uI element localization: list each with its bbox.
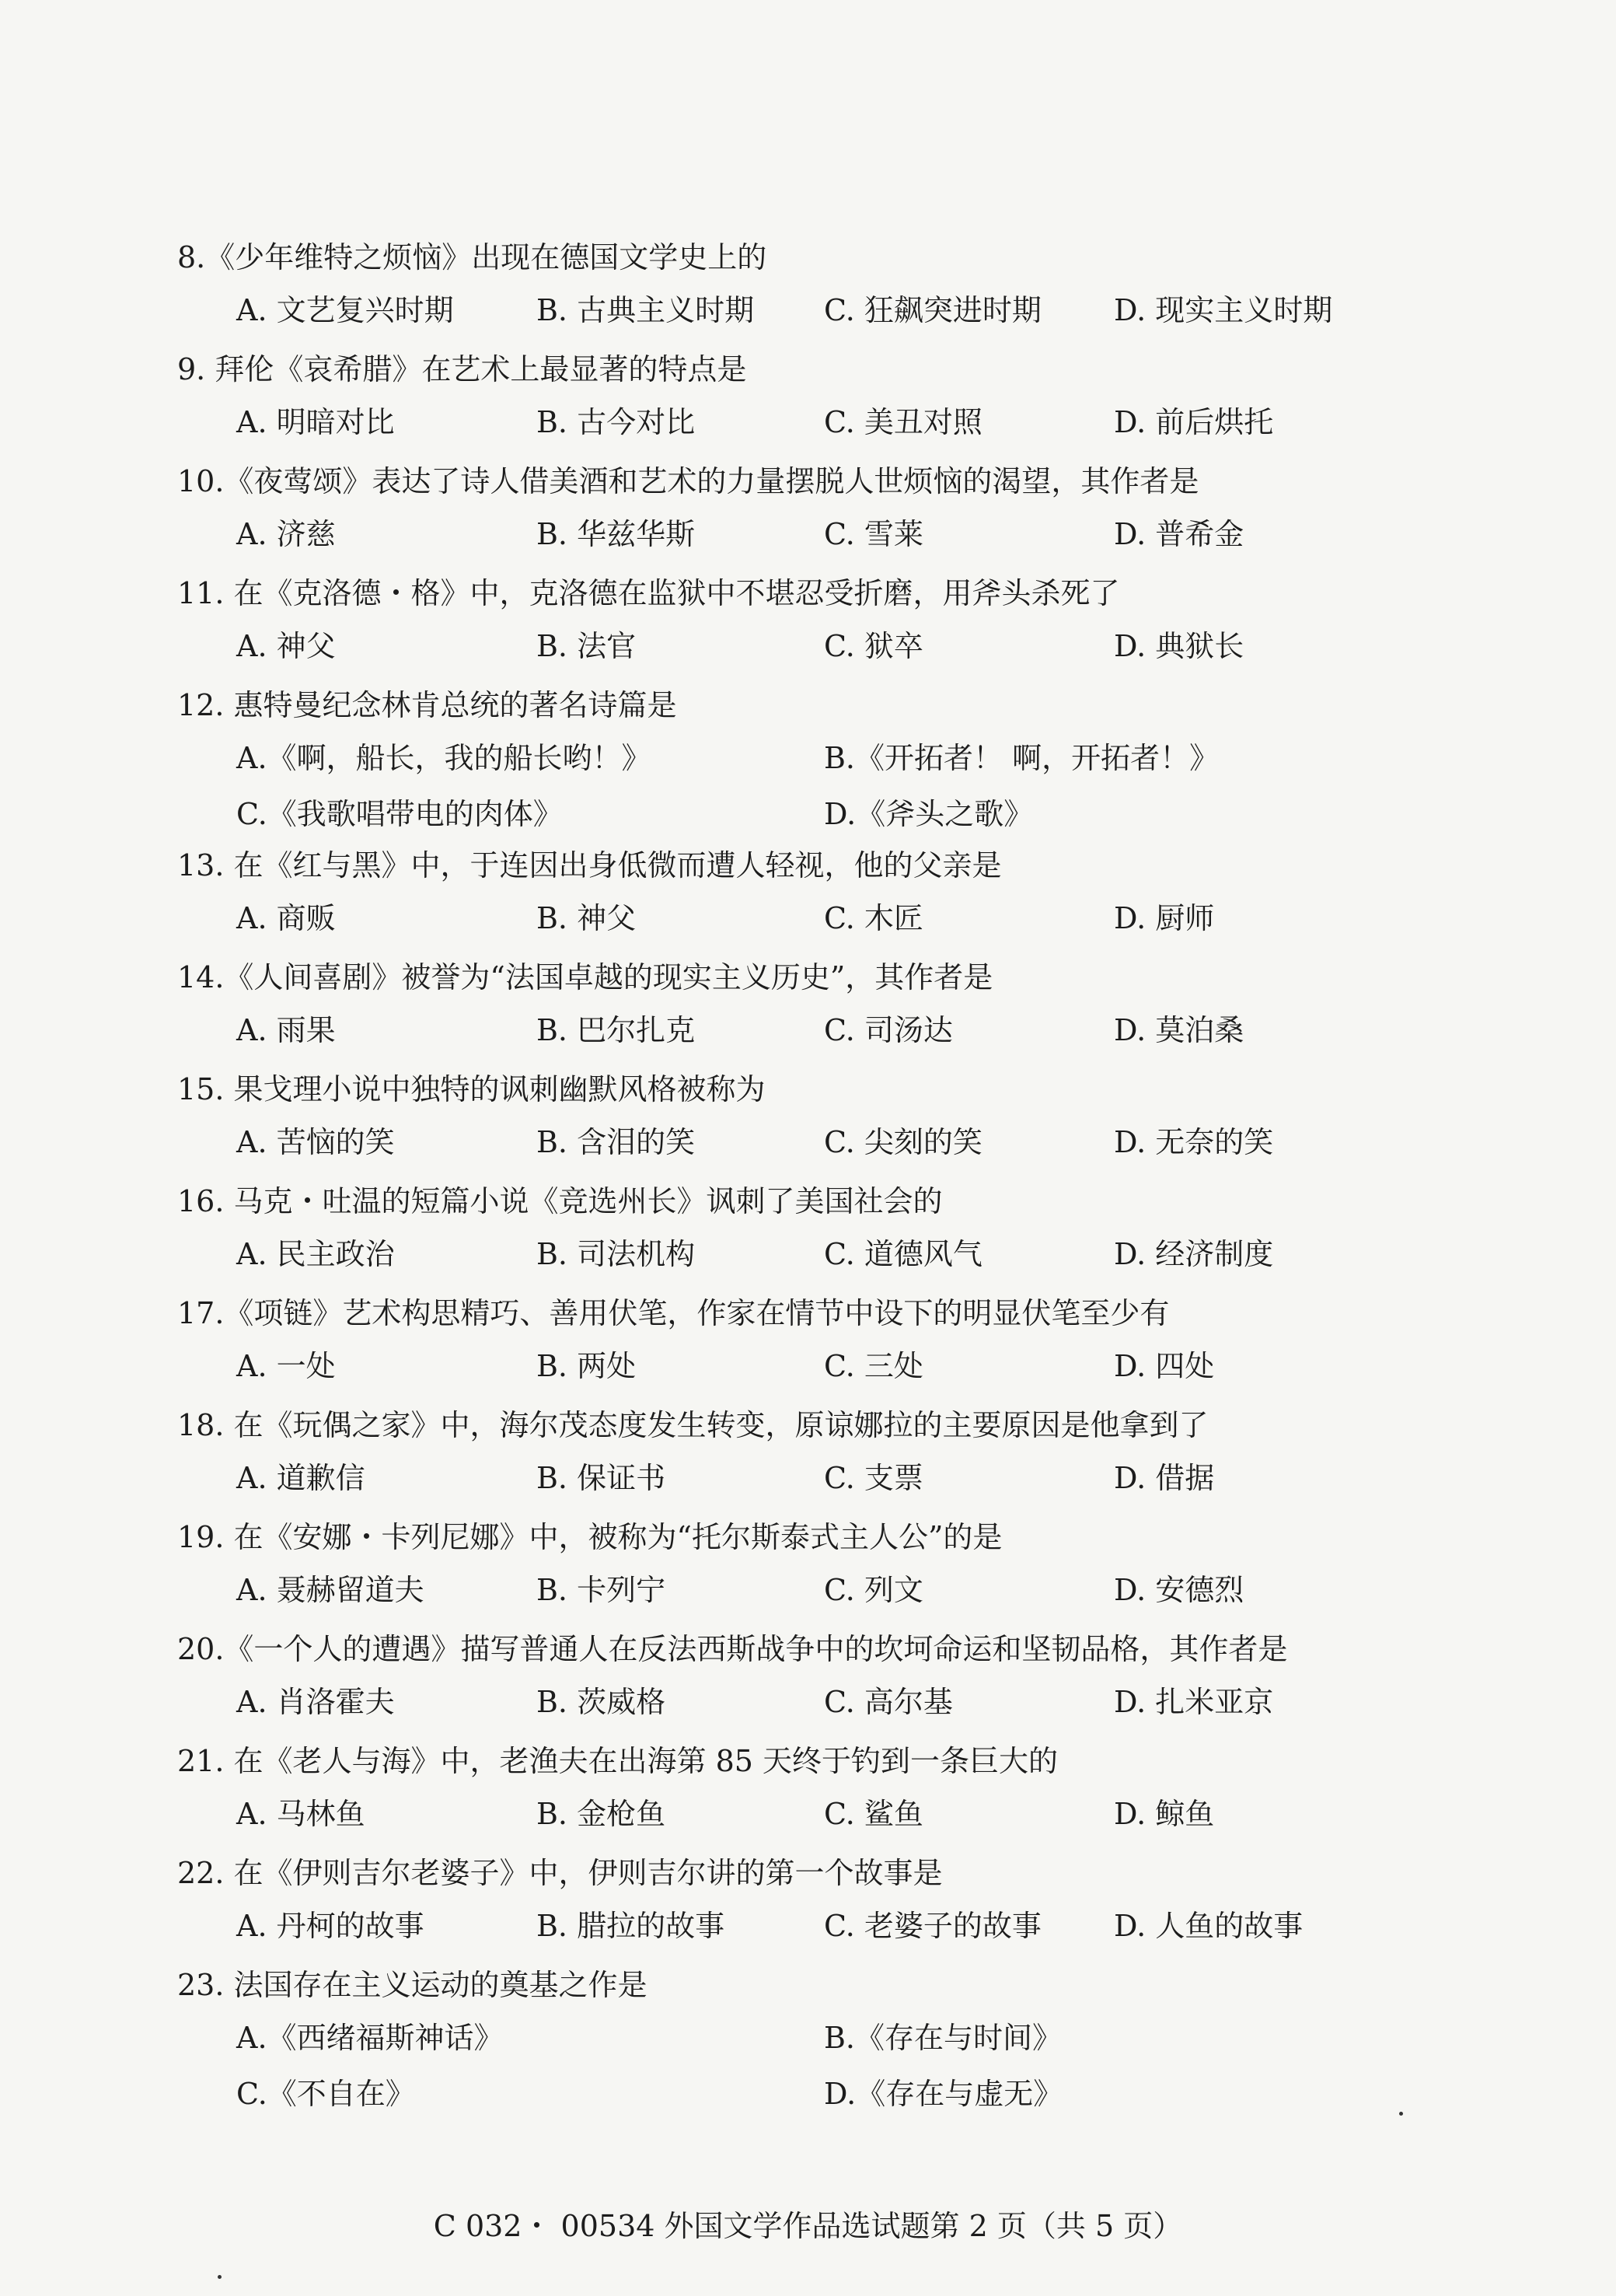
option-row: [177, 2009, 1436, 2065]
option-c: C. 道德风气: [824, 1237, 983, 1271]
question-stem: 12. 惠特曼纪念林肯总统的著名诗篇是: [177, 688, 677, 722]
question-stem: 9. 拜伦《哀希腊》在艺术上最显著的特点是: [177, 352, 747, 386]
option-c: C. 三处: [824, 1349, 923, 1383]
option-row: [177, 1785, 1436, 1849]
question-stem: 16. 马克・吐温的短篇小说《竞选州长》讽刺了美国社会的: [177, 1184, 943, 1218]
question-8: [177, 233, 1436, 345]
option-c: C. 高尔基: [824, 1685, 953, 1719]
option-a: A. 文艺复兴时期: [236, 293, 454, 327]
question-21: [177, 1737, 1436, 1849]
question-stem: 10.《夜莺颂》表达了诗人借美酒和艺术的力量摆脱人世烦恼的渴望，其作者是: [177, 464, 1199, 498]
option-c: C. 木匠: [824, 901, 923, 935]
speck: [1399, 2112, 1403, 2116]
option-row: [177, 785, 1436, 841]
option-row: [177, 1113, 1436, 1177]
option-d: D. 安德烈: [1114, 1573, 1244, 1607]
question-stem: 18. 在《玩偶之家》中，海尔茂态度发生转变，原谅娜拉的主要原因是他拿到了: [177, 1408, 1209, 1442]
option-b: B. 古今对比: [536, 405, 696, 439]
option-a: A.《西绪福斯神话》: [236, 2021, 504, 2055]
speck: [218, 2275, 222, 2279]
option-c: C. 狱卒: [824, 629, 923, 663]
option-c: C. 尖刻的笑: [824, 1125, 983, 1159]
option-row: [177, 617, 1436, 681]
option-a: A. 济慈: [236, 517, 336, 551]
option-b: B. 金枪鱼: [536, 1797, 666, 1831]
option-row: [177, 505, 1436, 569]
option-b: B.《开拓者！ 啊，开拓者！》: [824, 741, 1220, 775]
question-18: [177, 1401, 1436, 1513]
option-row: [177, 281, 1436, 345]
option-a: A. 肖洛霍夫: [236, 1685, 395, 1719]
option-c: C. 雪莱: [824, 517, 923, 551]
option-b: B. 腊拉的故事: [536, 1909, 725, 1943]
option-d: D. 经济制度: [1114, 1237, 1274, 1271]
option-a: A. 马林鱼: [236, 1797, 365, 1831]
option-c: C. 美丑对照: [824, 405, 983, 439]
question-11: [177, 569, 1436, 681]
option-d: D. 四处: [1114, 1349, 1215, 1383]
option-b: B. 巴尔扎克: [536, 1013, 696, 1047]
option-row: [177, 393, 1436, 457]
option-a: A. 民主政治: [236, 1237, 395, 1271]
option-a: A. 神父: [236, 629, 336, 663]
option-d: D. 扎米亚京: [1114, 1685, 1274, 1719]
option-row: [177, 1001, 1436, 1065]
option-c: C.《我歌唱带电的肉体》: [236, 797, 563, 831]
question-9: [177, 345, 1436, 457]
question-list: [177, 233, 1436, 2121]
option-row: [177, 1449, 1436, 1513]
option-b: B. 司法机构: [536, 1237, 696, 1271]
option-d: D. 人鱼的故事: [1114, 1909, 1304, 1943]
question-stem: 11. 在《克洛德・格》中，克洛德在监狱中不堪忍受折磨，用斧头杀死了: [177, 576, 1120, 610]
option-a: A. 雨果: [236, 1013, 336, 1047]
option-a: A. 道歉信: [236, 1461, 365, 1495]
question-stem: 23. 法国存在主义运动的奠基之作是: [177, 1968, 647, 2002]
option-row: [177, 1561, 1436, 1625]
option-c: C. 支票: [824, 1461, 923, 1495]
question-10: [177, 457, 1436, 569]
option-row: [177, 889, 1436, 953]
question-stem: 15. 果戈理小说中独特的讽刺幽默风格被称为: [177, 1072, 766, 1106]
option-b: B. 两处: [536, 1349, 637, 1383]
question-13: [177, 841, 1436, 953]
question-12: [177, 681, 1436, 841]
option-d: D. 现实主义时期: [1114, 293, 1333, 327]
option-d: D. 前后烘托: [1114, 405, 1274, 439]
question-stem: 13. 在《红与黑》中，于连因出身低微而遭人轻视，他的父亲是: [177, 848, 1002, 882]
option-c: C. 老婆子的故事: [824, 1909, 1042, 1943]
option-row: [177, 1897, 1436, 1961]
option-c: C. 鲨鱼: [824, 1797, 923, 1831]
option-b: B. 茨威格: [536, 1685, 666, 1719]
option-d: D. 莫泊桑: [1114, 1013, 1244, 1047]
page-footer: C 032・ 00534 外国文学作品选试题第 2 页（共 5 页）: [433, 2209, 1183, 2243]
option-a: A. 明暗对比: [236, 405, 395, 439]
question-20: [177, 1625, 1436, 1737]
question-17: [177, 1289, 1436, 1401]
question-stem: 20.《一个人的遭遇》描写普通人在反法西斯战争中的坎坷命运和坚韧品格，其作者是: [177, 1632, 1288, 1666]
question-stem: 17.《项链》艺术构思精巧、善用伏笔，作家在情节中设下的明显伏笔至少有: [177, 1296, 1170, 1330]
option-a: A.《啊，船长，我的船长哟！》: [236, 741, 651, 775]
option-d: D.《斧头之歌》: [824, 797, 1034, 831]
option-d: D.《存在与虚无》: [824, 2077, 1063, 2111]
option-a: A. 商贩: [236, 901, 336, 935]
question-19: [177, 1513, 1436, 1625]
option-b: B. 华兹华斯: [536, 517, 696, 551]
option-d: D. 无奈的笑: [1114, 1125, 1274, 1159]
option-row: [177, 1673, 1436, 1737]
question-stem: 19. 在《安娜・卡列尼娜》中，被称为“托尔斯泰式主人公”的是: [177, 1520, 1003, 1554]
option-c: C. 狂飙突进时期: [824, 293, 1042, 327]
option-b: B. 神父: [536, 901, 637, 935]
option-b: B. 卡列宁: [536, 1573, 666, 1607]
option-d: D. 厨师: [1114, 901, 1215, 935]
question-14: [177, 953, 1436, 1065]
option-row: [177, 2065, 1436, 2121]
question-stem: 8.《少年维特之烦恼》出现在德国文学史上的: [177, 240, 767, 274]
question-stem: 14.《人间喜剧》被誉为“法国卓越的现实主义历史”，其作者是: [177, 960, 993, 994]
option-d: D. 借据: [1114, 1461, 1215, 1495]
option-a: A. 聂赫留道夫: [236, 1573, 424, 1607]
question-stem: 21. 在《老人与海》中，老渔夫在出海第 85 天终于钓到一条巨大的: [177, 1744, 1059, 1778]
option-b: B.《存在与时间》: [824, 2021, 1063, 2055]
option-a: A. 丹柯的故事: [236, 1909, 424, 1943]
option-c: C. 司汤达: [824, 1013, 953, 1047]
option-d: D. 普希金: [1114, 517, 1244, 551]
option-c: C. 列文: [824, 1573, 923, 1607]
option-d: D. 鲸鱼: [1114, 1797, 1215, 1831]
question-22: [177, 1849, 1436, 1961]
question-16: [177, 1177, 1436, 1289]
option-c: C.《不自在》: [236, 2077, 415, 2111]
option-b: B. 保证书: [536, 1461, 666, 1495]
option-a: A. 苦恼的笑: [236, 1125, 395, 1159]
option-b: B. 法官: [536, 629, 637, 663]
option-d: D. 典狱长: [1114, 629, 1244, 663]
option-row: [177, 1337, 1436, 1401]
option-row: [177, 729, 1436, 785]
option-b: B. 古典主义时期: [536, 293, 755, 327]
option-b: B. 含泪的笑: [536, 1125, 696, 1159]
question-15: [177, 1065, 1436, 1177]
question-23: [177, 1961, 1436, 2121]
option-row: [177, 1225, 1436, 1289]
option-a: A. 一处: [236, 1349, 336, 1383]
question-stem: 22. 在《伊则吉尔老婆子》中，伊则吉尔讲的第一个故事是: [177, 1856, 943, 1890]
